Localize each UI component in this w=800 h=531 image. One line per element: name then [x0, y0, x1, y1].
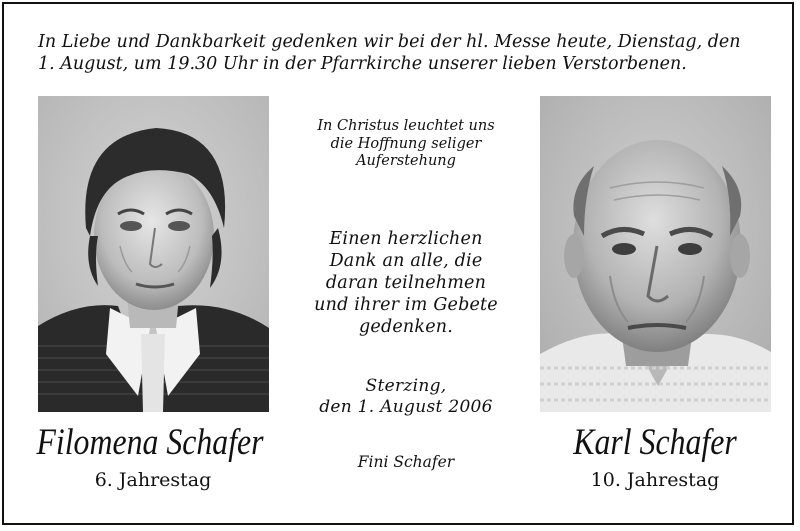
header-line-2: 1. August, um 19.30 Uhr in der Pfarrkirche unserer lieben Verstorbenen.: [38, 54, 687, 74]
deceased-name-left: Filomena Schafer: [36, 422, 264, 463]
verse-line-2: die Hoffnung seliger: [330, 135, 482, 152]
verse-line-3: Auferstehung: [356, 153, 456, 169]
thanks-line-4: und ihrer im Gebete: [314, 295, 498, 315]
anniversary-left: 6. Jahrestag: [94, 469, 212, 491]
thanks-line-3: daran teilnehmen: [325, 273, 487, 293]
anniversary-right: 10. Jahrestag: [590, 469, 720, 491]
thanks-line-5: gedenken.: [359, 317, 453, 337]
bible-verse: [295, 118, 517, 171]
portrait-photo-left: [38, 96, 269, 412]
thanks-line-1: Einen herzlichen: [329, 229, 483, 249]
place-date: [300, 376, 512, 418]
place-text: Sterzing,: [365, 376, 447, 396]
thanks-line-2: Dank an alle, die: [329, 251, 483, 271]
signer-name: Fini Schafer: [357, 453, 455, 471]
verse-line-1: In Christus leuchtet uns: [317, 118, 495, 134]
deceased-name-right: Karl Schafer: [573, 422, 737, 463]
thanks-message: [300, 228, 512, 338]
date-text: den 1. August 2006: [319, 397, 493, 417]
portrait-photo-right: [540, 96, 771, 412]
header-line-1: In Liebe und Dankbarkeit gedenken wir bei der hl. Messe heute, Dienstag, den: [38, 32, 741, 52]
notice-header: [38, 31, 778, 75]
